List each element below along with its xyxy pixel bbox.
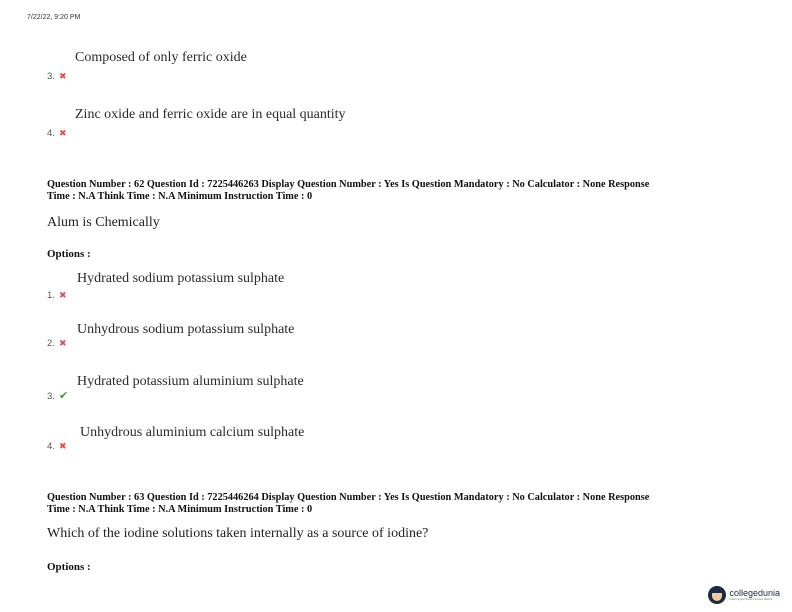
option-number: 3. bbox=[47, 71, 55, 82]
cross-icon: ✖ bbox=[58, 441, 67, 451]
option-marker bbox=[47, 391, 68, 402]
question-meta bbox=[47, 492, 763, 516]
option-text: Hydrated sodium potassium sulphate bbox=[77, 271, 285, 286]
option-number: 2. bbox=[47, 338, 55, 349]
question-meta-line: Question Number : 62 Question Id : 7225446263 Display Question Number : Yes Is Question Mandatory : No Calculator : None Response bbox=[47, 179, 650, 190]
option-text: Unhydrous aluminium calcium sulphate bbox=[80, 425, 305, 440]
cross-icon: ✖ bbox=[58, 290, 67, 300]
logo-tagline: India's largest Student Review Platform bbox=[729, 598, 774, 601]
question-meta bbox=[47, 179, 763, 203]
mascot-icon bbox=[708, 586, 726, 604]
option-marker bbox=[47, 441, 66, 452]
option-marker bbox=[47, 71, 66, 82]
cross-icon: ✖ bbox=[58, 71, 67, 81]
option-marker bbox=[47, 338, 66, 349]
option-number: 4. bbox=[47, 441, 55, 452]
options-label: Options : bbox=[47, 561, 91, 573]
question-meta-line: Time : N.A Think Time : N.A Minimum Instruction Time : 0 bbox=[47, 504, 313, 515]
option-number: 3. bbox=[47, 391, 55, 402]
option-marker bbox=[47, 128, 66, 139]
check-icon: ✔ bbox=[58, 390, 69, 402]
option-number: 4. bbox=[47, 128, 55, 139]
question-text: Alum is Chemically bbox=[47, 215, 160, 230]
option-text: Hydrated potassium aluminium sulphate bbox=[77, 374, 304, 389]
option-text: Zinc oxide and ferric oxide are in equal quantity bbox=[75, 107, 346, 122]
question-text: Which of the iodine solutions taken internally as a source of iodine? bbox=[47, 526, 429, 541]
cross-icon: ✖ bbox=[58, 128, 67, 138]
collegedunia-logo bbox=[708, 586, 780, 604]
option-text: Unhydrous sodium potassium sulphate bbox=[77, 322, 295, 337]
option-marker bbox=[47, 290, 66, 301]
question-meta-line: Time : N.A Think Time : N.A Minimum Instruction Time : 0 bbox=[47, 191, 313, 202]
print-timestamp: 7/22/22, 9:20 PM bbox=[27, 14, 81, 21]
question-meta-line: Question Number : 63 Question Id : 7225446264 Display Question Number : Yes Is Question Mandatory : No Calculator : None Response bbox=[47, 492, 650, 503]
option-text: Composed of only ferric oxide bbox=[75, 50, 247, 65]
options-label: Options : bbox=[47, 248, 91, 260]
option-number: 1. bbox=[47, 290, 55, 301]
cross-icon: ✖ bbox=[58, 338, 67, 348]
logo-name: collegedunia bbox=[729, 588, 780, 598]
